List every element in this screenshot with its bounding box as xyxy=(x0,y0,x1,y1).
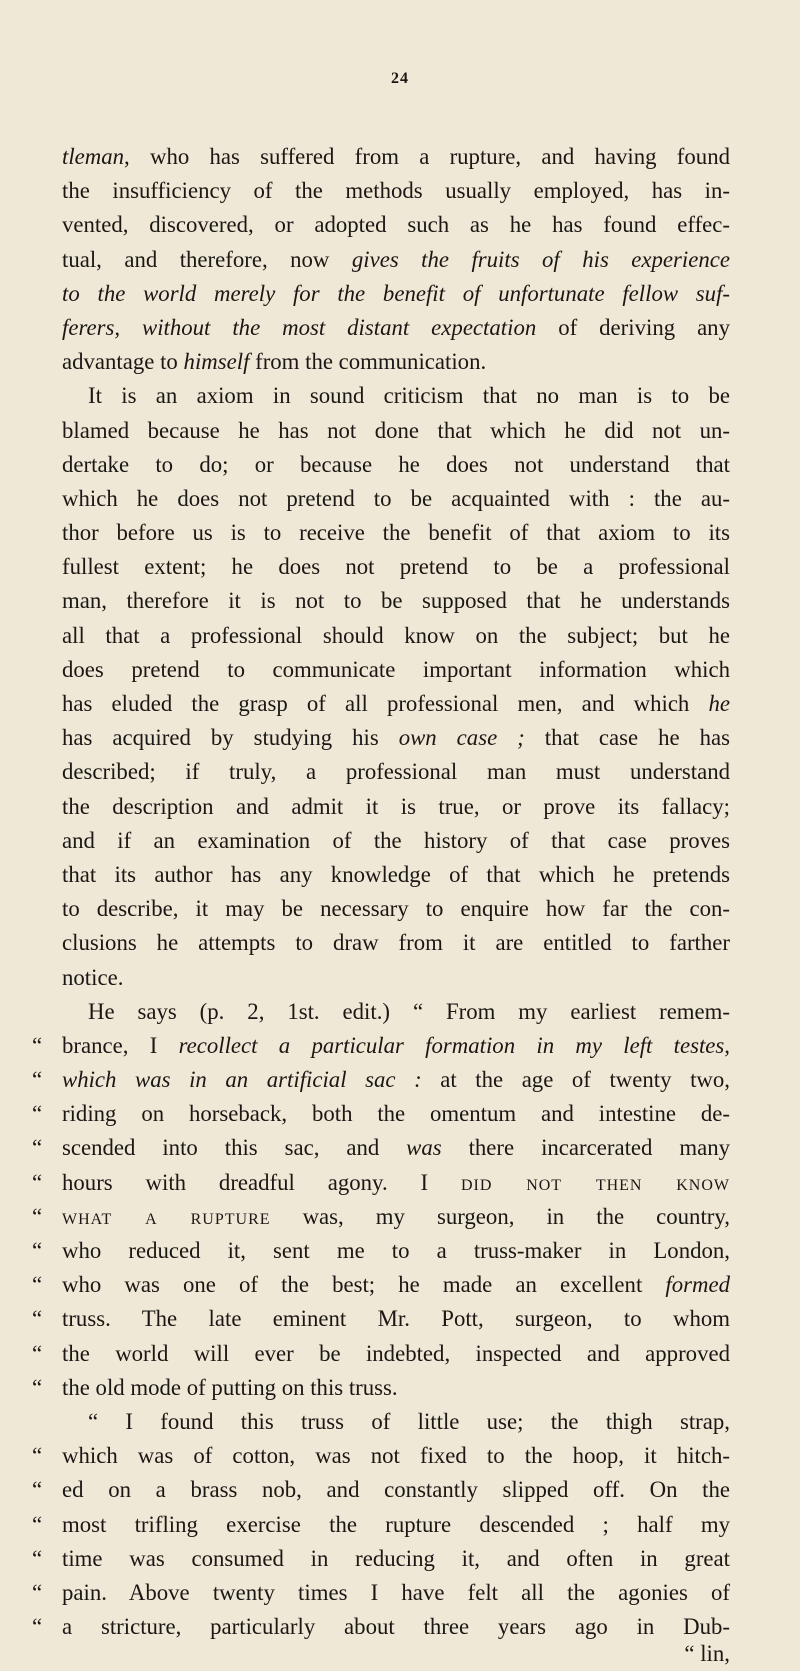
text-span: the world will ever be indebted, inspected and approved xyxy=(62,1340,730,1366)
text-line xyxy=(62,448,730,482)
text-span: which was of cotton, was not fixed to the hoop, it hitch- xyxy=(62,1443,730,1469)
text-span: He says (p. 2, 1st. edit.) “ From my earliest remem- xyxy=(88,998,730,1024)
text-span: pain. Above twenty times I have felt all the agonies of xyxy=(62,1579,730,1605)
text-line xyxy=(62,824,730,858)
text-line xyxy=(62,482,730,516)
text-line xyxy=(62,995,730,1029)
text-span: which was in an artificial sac : xyxy=(62,1067,422,1093)
text-span: thor before us is to receive the benefit of that axiom to its xyxy=(62,520,730,546)
quote-mark: “ xyxy=(32,1238,43,1263)
text-line xyxy=(62,174,730,208)
quote-mark: “ xyxy=(32,1272,43,1298)
text-line xyxy=(32,1268,730,1302)
text-line xyxy=(32,1063,730,1097)
text-line xyxy=(32,1029,730,1063)
text-span: man, therefore it is not to be supposed that he understands xyxy=(62,588,730,614)
text-span: recollect a particular formation in my left testes, xyxy=(178,1032,730,1058)
text-span: ferers, without the most distant expectation xyxy=(62,314,537,340)
text-line xyxy=(62,414,730,448)
text-span: described; if truly, a professional man must understand xyxy=(62,759,730,785)
text-line xyxy=(62,687,730,721)
text-span: and if an examination of the history of that case proves xyxy=(62,827,730,853)
quote-mark: “ xyxy=(32,1443,43,1469)
text-line xyxy=(62,584,730,618)
text-span: of deriving any xyxy=(536,314,730,340)
text-span: has acquired by studying his xyxy=(62,725,399,751)
quote-mark: “ xyxy=(32,1101,43,1127)
text-span: who reduced it, sent me to a truss-maker in London, xyxy=(62,1238,730,1263)
quote-mark: “ xyxy=(32,1614,43,1640)
text-span: dertake to do; or because he does not understand that xyxy=(62,451,730,477)
text-line xyxy=(32,1508,730,1542)
text-span: fullest extent; he does not pretend to be a professional xyxy=(62,554,730,580)
text-line xyxy=(62,755,730,789)
text-line xyxy=(62,345,730,379)
text-line xyxy=(62,619,730,653)
text-span: blamed because he has not done that which he did not un- xyxy=(62,417,730,443)
text-line xyxy=(32,1439,730,1473)
text-span: vented, discovered, or adopted such as he has found effec- xyxy=(62,212,730,238)
text-line xyxy=(62,892,730,926)
quote-mark: “ xyxy=(32,1374,43,1400)
text-span: tual, and therefore, now xyxy=(62,246,352,272)
text-span: a stricture, particularly about three years ago in Dub- xyxy=(62,1614,730,1640)
text-span: formed xyxy=(665,1272,730,1298)
text-line xyxy=(62,721,730,755)
text-line xyxy=(62,550,730,584)
text-line xyxy=(32,1200,730,1234)
quote-mark: “ xyxy=(32,1306,43,1332)
text-span: what a rupture xyxy=(62,1203,271,1229)
text-span: which he does not pretend to be acquainted with : the au- xyxy=(62,485,730,511)
quote-mark: “ xyxy=(32,1169,43,1195)
text-line xyxy=(62,1405,730,1439)
text-line xyxy=(32,1337,730,1371)
text-span: the insufficiency of the methods usually employed, has in- xyxy=(62,178,730,204)
text-line xyxy=(32,1371,730,1405)
text-line xyxy=(32,1302,730,1336)
page-number: 24 xyxy=(391,70,409,87)
text-span: that its author has any knowledge of that which he pretends xyxy=(62,861,730,887)
text-line xyxy=(62,790,730,824)
quote-mark: “ xyxy=(32,1340,43,1366)
text-span: was, my surgeon, in the country, xyxy=(270,1203,730,1229)
text-line xyxy=(62,516,730,550)
text-span: that case he has xyxy=(524,725,730,751)
text-span: “ I found this truss of little use; the thigh strap, xyxy=(88,1408,730,1434)
quote-mark: “ xyxy=(32,1203,43,1229)
text-line xyxy=(62,653,730,687)
text-line xyxy=(62,961,730,995)
text-span: scended into this sac, and xyxy=(62,1135,407,1161)
text-span: clusions he attempts to draw from it are entitled to farther xyxy=(62,930,730,956)
text-span: most trifling exercise the rupture descended ; half my xyxy=(62,1511,730,1537)
catchword: “ lin, xyxy=(684,1640,730,1666)
text-span: time was consumed in reducing it, and often in great xyxy=(62,1545,730,1571)
text-line xyxy=(62,277,730,311)
text-line xyxy=(62,926,730,960)
text-span: he xyxy=(708,691,730,716)
text-span: riding on horseback, both the omentum and intestine de- xyxy=(62,1101,730,1127)
text-span: at the age of twenty two, xyxy=(421,1067,730,1093)
text-span: all that a professional should know on the subject; but he xyxy=(62,622,730,648)
text-line xyxy=(32,1542,730,1576)
quote-mark: “ xyxy=(32,1477,43,1503)
text-span: ed on a brass nob, and constantly slipped off. On the xyxy=(62,1477,730,1503)
text-span: there incarcerated many xyxy=(441,1135,730,1161)
text-span: does pretend to communicate important information which xyxy=(62,656,730,682)
text-line xyxy=(62,379,730,413)
text-span: to the world merely for the benefit of unfortunate fellow suf- xyxy=(62,280,730,306)
text-line xyxy=(62,243,730,277)
quote-mark: “ xyxy=(32,1511,43,1537)
text-span: advantage to xyxy=(62,349,184,375)
text-line xyxy=(32,1166,730,1200)
quote-mark: “ xyxy=(32,1579,43,1605)
text-line xyxy=(62,140,730,174)
text-span: from the communication. xyxy=(249,349,487,375)
quote-mark: “ xyxy=(32,1545,43,1571)
text-span: the old mode of putting on this truss. xyxy=(62,1374,398,1400)
body-text xyxy=(32,140,730,1666)
text-span: the description and admit it is true, or prove its fallacy; xyxy=(62,793,730,819)
text-span: , who has suffered from a rupture, and having found xyxy=(124,144,730,169)
text-span: own case ; xyxy=(398,725,525,751)
text-span: hours with dreadful agony. I xyxy=(62,1169,461,1195)
text-span: brance, I xyxy=(62,1032,179,1058)
text-line xyxy=(62,858,730,892)
text-span: was xyxy=(406,1135,442,1161)
text-line xyxy=(32,1576,730,1610)
text-span: himself xyxy=(183,349,250,375)
text-line xyxy=(32,1097,730,1131)
text-span: notice. xyxy=(62,964,124,990)
quote-mark: “ xyxy=(32,1135,43,1161)
text-span: to describe, it may be necessary to enquire how far the con- xyxy=(62,896,730,922)
text-span: It is an axiom in sound criticism that no man is to be xyxy=(88,383,730,409)
text-span: gives the fruits of his experience xyxy=(351,246,730,272)
text-line xyxy=(32,1131,730,1165)
text-line xyxy=(62,311,730,345)
text-line xyxy=(32,1473,730,1507)
text-span: has eluded the grasp of all professional men, and which xyxy=(62,691,709,716)
text-span: did not then know xyxy=(461,1169,730,1195)
text-span: truss. The late eminent Mr. Pott, surgeon, to whom xyxy=(62,1306,730,1332)
quote-mark: “ xyxy=(32,1032,43,1058)
text-line xyxy=(62,208,730,242)
text-line xyxy=(32,1234,730,1268)
text-span: tleman xyxy=(62,144,125,169)
text-span: who was one of the best; he made an excellent xyxy=(62,1272,666,1298)
quote-mark: “ xyxy=(32,1067,43,1093)
